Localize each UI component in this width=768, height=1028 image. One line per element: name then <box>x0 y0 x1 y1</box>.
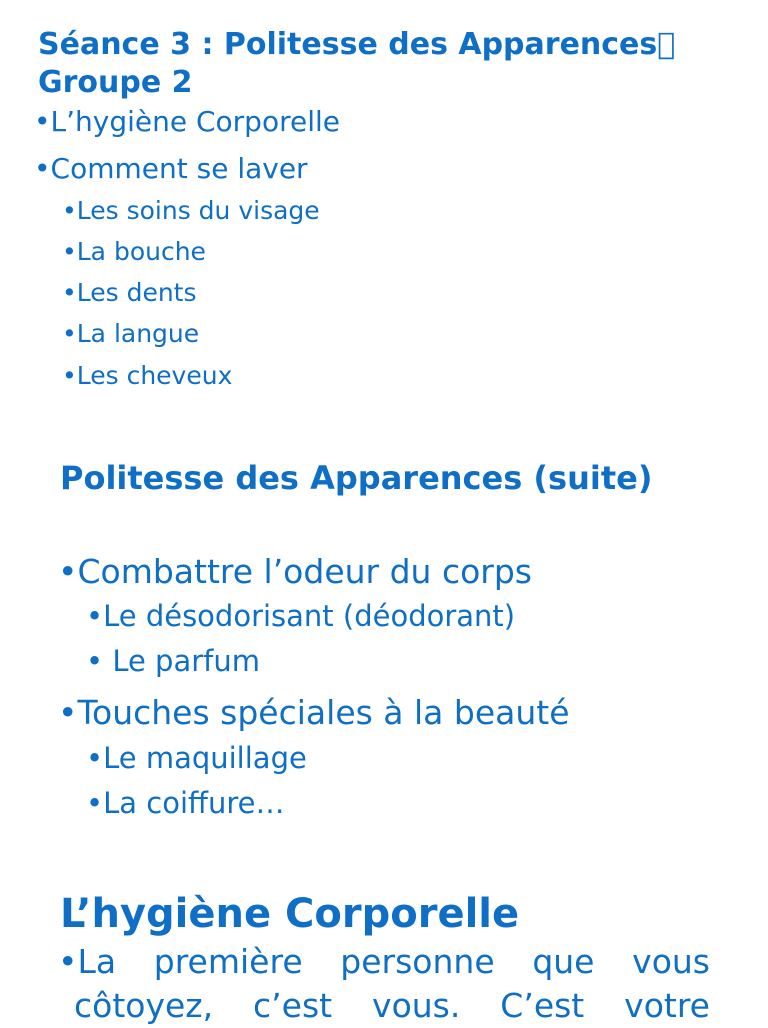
list-item: • Comment se laver <box>34 152 308 185</box>
sub-list-item: • La coiffure… <box>86 786 285 820</box>
slide-hygiene-corporelle <box>0 870 768 1024</box>
list-item: • L’hygiène Corporelle <box>34 105 340 138</box>
sub-list-item: • Le désodorisant (déodorant) <box>86 599 515 633</box>
sub-list-item: • Les cheveux <box>62 361 232 390</box>
sub-list-item: • Les soins du visage <box>62 196 320 225</box>
paragraph-line: • La première personne que vous <box>58 940 710 984</box>
sub-list-item: • Le parfum <box>86 644 260 678</box>
sub-list-item: • La langue <box>62 319 199 348</box>
slide-title: Séance 3 : Politesse des Apparences Groupe 2 <box>38 27 658 100</box>
list-item: • Combattre l’odeur du corps <box>58 552 532 591</box>
slide-title: Politesse des Apparences (suite) <box>60 459 653 497</box>
slide-politesse-suite <box>0 440 768 840</box>
paragraph-line: côtoyez, c’est vous. C’est votre <box>74 986 710 1025</box>
paragraph <box>58 940 710 1028</box>
slide-seance-3 <box>0 0 768 410</box>
sub-list-item: • La bouche <box>62 237 206 266</box>
slide-title: L’hygiène Corporelle <box>60 891 520 937</box>
sub-list-item: • Le maquillage <box>86 741 307 775</box>
sub-list-item: • Les dents <box>62 278 197 307</box>
list-item: • Touches spéciales à la beauté <box>58 693 570 732</box>
